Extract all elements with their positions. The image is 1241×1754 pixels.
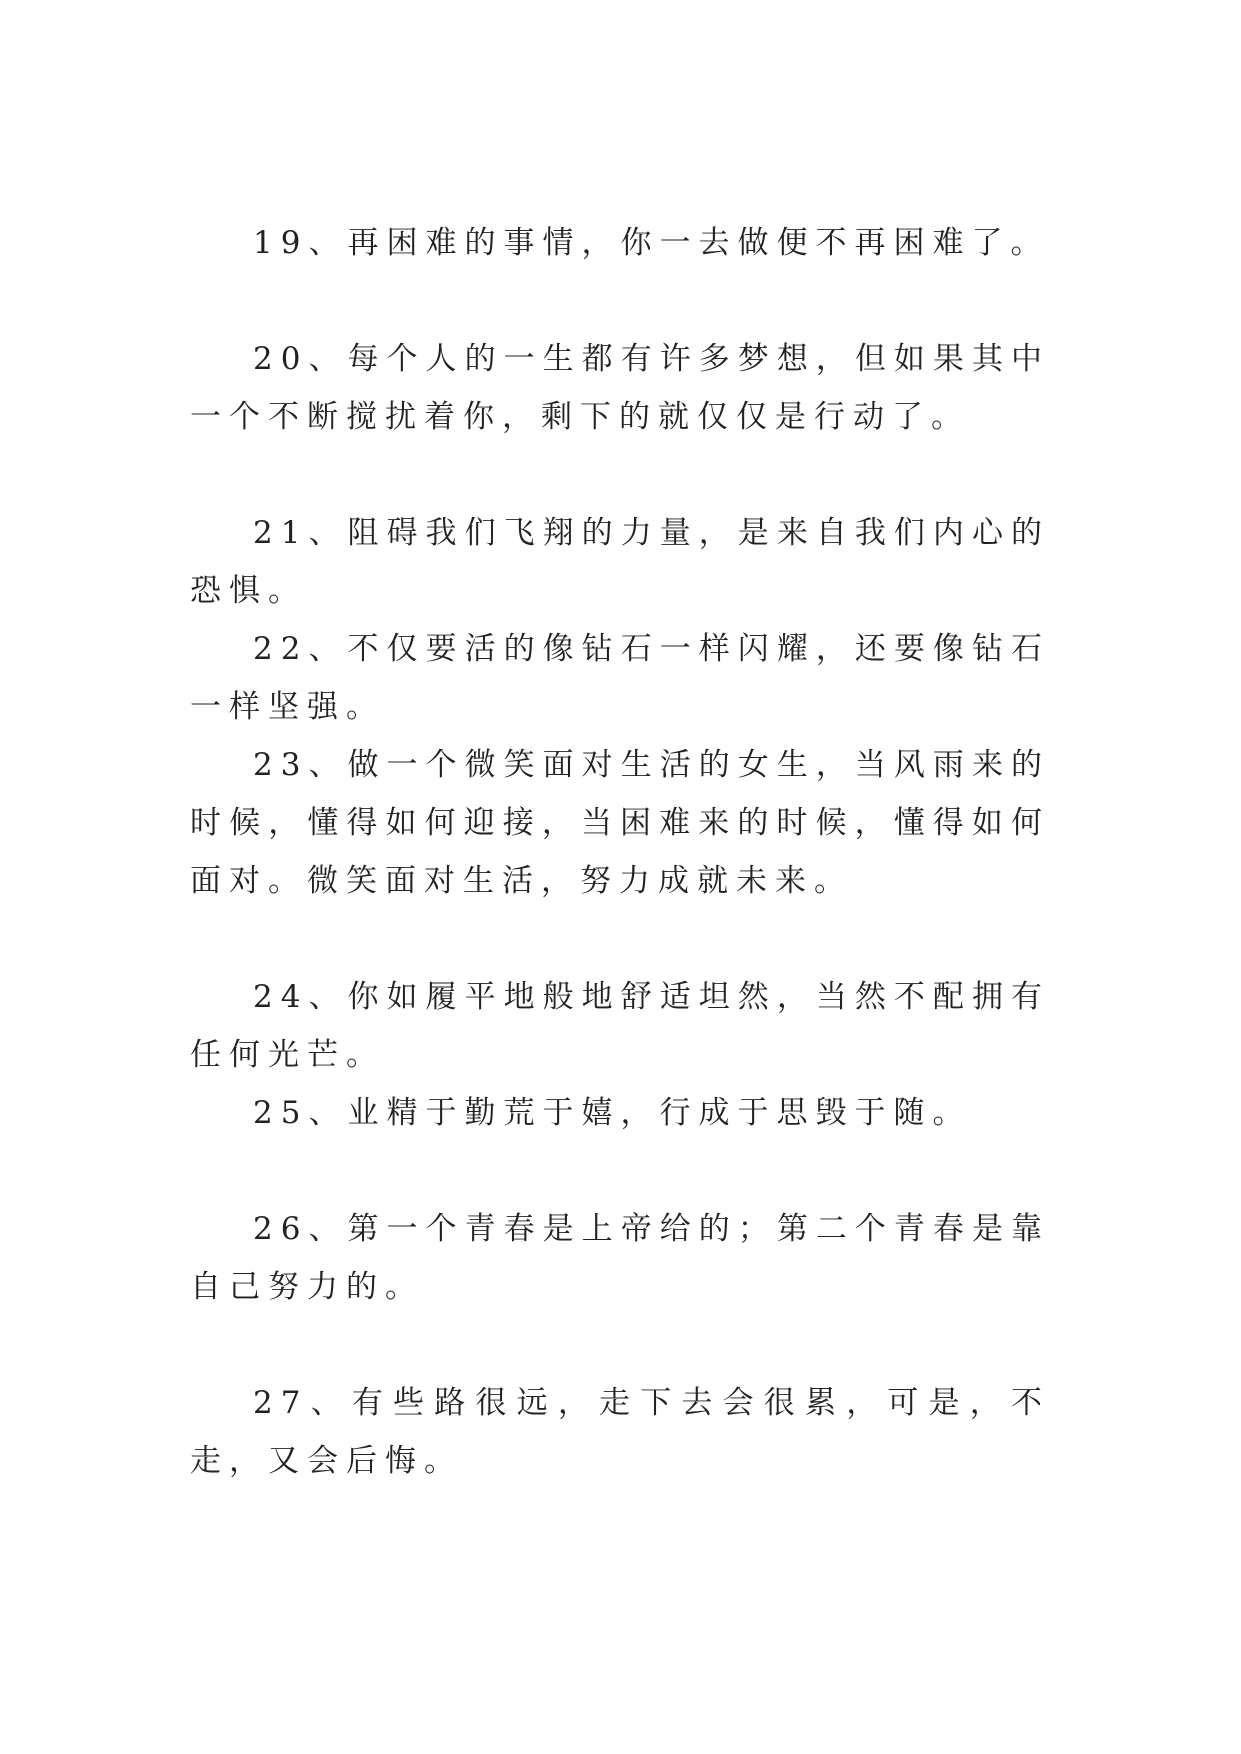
paragraph-19: 19、再困难的事情，你一去做便不再困难了。	[253, 225, 1050, 261]
paragraph-27: 27、有些路很远，走下去会很累，可是，不走，又会后悔。	[190, 1385, 1050, 1479]
paragraph-24: 24、你如履平地般地舒适坦然，当然不配拥有任何光芒。	[190, 979, 1050, 1073]
paragraph-25: 25、业精于勤荒于嬉，行成于思毁于随。	[253, 1095, 972, 1131]
paragraph-21: 21、阻碍我们飞翔的力量，是来自我们内心的恐惧。	[190, 515, 1050, 609]
paragraph-26: 26、第一个青春是上帝给的；第二个青春是靠自己努力的。	[190, 1211, 1050, 1305]
paragraph-23: 23、做一个微笑面对生活的女生，当风雨来的时候，懂得如何迎接，当困难来的时候，懂得如何面对。微笑面对生活，努力成就未来。	[190, 747, 1050, 899]
paragraph-20: 20、每个人的一生都有许多梦想，但如果其中一个不断搅扰着你，剩下的就仅仅是行动了。	[190, 341, 1050, 435]
paragraph-22: 22、不仅要活的像钻石一样闪耀，还要像钻石一样坚强。	[190, 631, 1050, 725]
